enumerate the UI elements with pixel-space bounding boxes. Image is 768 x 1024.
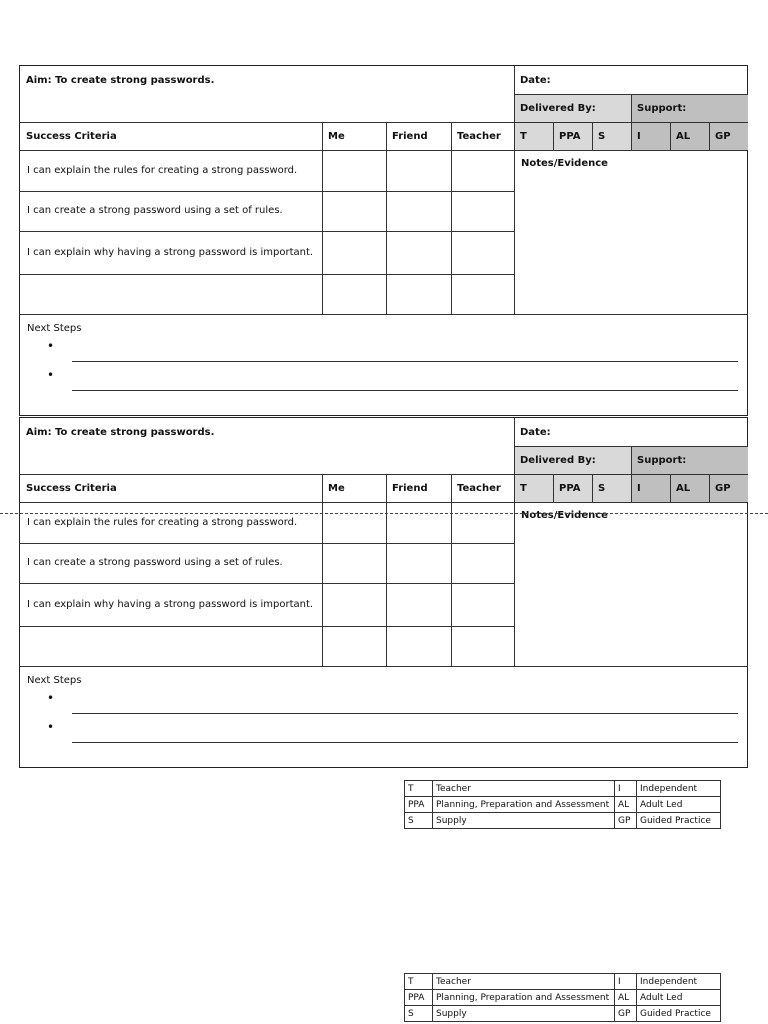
assessment-sheet: [19, 417, 748, 768]
criteria-text: [27, 274, 317, 314]
success-criteria-header: Success Criteria: [26, 482, 117, 494]
rule-line: [451, 122, 452, 314]
support-label: Support:: [631, 94, 748, 122]
rule-line: [553, 122, 554, 150]
rule-line: [322, 122, 323, 314]
rule-line: [631, 94, 632, 150]
key-meaning: Planning, Preparation and Assessment: [433, 990, 615, 1006]
rule-line: [20, 150, 748, 151]
key-meaning: Guided Practice: [637, 813, 721, 829]
rule-line: [670, 474, 671, 502]
key-table: [404, 780, 721, 829]
me-header: Me: [328, 130, 345, 142]
delivered-option: PPA: [553, 474, 592, 502]
delivered-option: T: [514, 122, 553, 150]
rule-line: [386, 122, 387, 314]
criteria-text: I can explain why having a strong password is important.: [27, 598, 314, 610]
support-option: GP: [709, 122, 748, 150]
assessment-sheet: [19, 65, 748, 416]
support-option: I: [631, 122, 670, 150]
bullet: •: [47, 720, 55, 734]
rule-line: [20, 314, 748, 315]
key-meaning: Teacher: [433, 974, 615, 990]
key-meaning: Supply: [433, 813, 615, 829]
rule-line: [20, 502, 748, 503]
rule-line: [20, 474, 748, 475]
support-option: GP: [709, 474, 748, 502]
key-row: [405, 990, 721, 1006]
criteria-text: I can create a strong password using a set of rules.: [27, 557, 283, 568]
key-meaning: Teacher: [433, 781, 615, 797]
criteria-text: I can explain the rules for creating a strong password.: [27, 516, 298, 528]
key-row: [405, 813, 721, 829]
key-row: [405, 1006, 721, 1022]
notes-evidence-label: Notes/Evidence: [521, 510, 608, 521]
support-option: AL: [670, 122, 709, 150]
rule-line: [514, 418, 515, 666]
next-step-write-line[interactable]: [72, 361, 738, 362]
bullet: •: [47, 691, 55, 705]
key-code: AL: [615, 797, 637, 813]
key-code: GP: [615, 1006, 637, 1022]
key-code: T: [405, 781, 433, 797]
next-step-write-line[interactable]: [72, 713, 738, 714]
cut-line: [0, 513, 768, 514]
rule-line: [631, 446, 632, 502]
next-steps-label: Next Steps: [27, 675, 82, 686]
date-label: Date:: [520, 426, 551, 438]
support-option: AL: [670, 474, 709, 502]
friend-header: Friend: [392, 482, 428, 494]
rule-line: [514, 66, 515, 314]
criteria-text: I can create a strong password using a set of rules.: [27, 205, 283, 216]
bullet: •: [47, 339, 55, 353]
rule-line: [20, 122, 748, 123]
key-code: PPA: [405, 990, 433, 1006]
key-row: [405, 781, 721, 797]
rule-line: [553, 474, 554, 502]
me-header: Me: [328, 482, 345, 494]
rule-line: [20, 191, 514, 192]
key-meaning: Adult Led: [637, 990, 721, 1006]
key-row: [405, 974, 721, 990]
key-meaning: Guided Practice: [637, 1006, 721, 1022]
key-meaning: Independent: [637, 974, 721, 990]
criteria-text: I can explain the rules for creating a strong password.: [27, 164, 298, 176]
rule-line: [709, 474, 710, 502]
delivered-option: S: [592, 474, 631, 502]
key-table: [404, 973, 721, 1022]
key-code: I: [615, 974, 637, 990]
key-code: S: [405, 813, 433, 829]
key-meaning: Planning, Preparation and Assessment: [433, 797, 615, 813]
key-meaning: Independent: [637, 781, 721, 797]
rule-line: [592, 122, 593, 150]
rule-line: [20, 583, 514, 584]
criteria-text: I can explain why having a strong password is important.: [27, 246, 314, 258]
teacher-header: Teacher: [457, 482, 501, 494]
key-code: PPA: [405, 797, 433, 813]
delivered-by-label: Delivered By:: [514, 94, 631, 122]
key-code: AL: [615, 990, 637, 1006]
key-code: T: [405, 974, 433, 990]
delivered-option: S: [592, 122, 631, 150]
aim-text: Aim: To create strong passwords.: [26, 74, 215, 86]
next-step-write-line[interactable]: [72, 390, 738, 391]
rule-line: [386, 474, 387, 666]
aim-text: Aim: To create strong passwords.: [26, 426, 215, 438]
delivered-option: PPA: [553, 122, 592, 150]
rule-line: [20, 626, 514, 627]
key-meaning: Adult Led: [637, 797, 721, 813]
next-steps-label: Next Steps: [27, 323, 82, 334]
friend-header: Friend: [392, 130, 428, 142]
key-code: GP: [615, 813, 637, 829]
rule-line: [709, 122, 710, 150]
key-row: [405, 797, 721, 813]
notes-evidence-label: Notes/Evidence: [521, 158, 608, 169]
key-code: I: [615, 781, 637, 797]
rule-line: [20, 274, 514, 275]
rule-line: [322, 474, 323, 666]
rule-line: [592, 474, 593, 502]
support-label: Support:: [631, 446, 748, 474]
delivered-option: T: [514, 474, 553, 502]
delivered-by-label: Delivered By:: [514, 446, 631, 474]
date-label: Date:: [520, 74, 551, 86]
rule-line: [670, 122, 671, 150]
rule-line: [451, 474, 452, 666]
criteria-text: [27, 626, 317, 666]
next-step-write-line[interactable]: [72, 742, 738, 743]
key-meaning: Supply: [433, 1006, 615, 1022]
rule-line: [20, 231, 514, 232]
bullet: •: [47, 368, 55, 382]
success-criteria-header: Success Criteria: [26, 130, 117, 142]
teacher-header: Teacher: [457, 130, 501, 142]
rule-line: [20, 543, 514, 544]
rule-line: [20, 666, 748, 667]
support-option: I: [631, 474, 670, 502]
key-code: S: [405, 1006, 433, 1022]
